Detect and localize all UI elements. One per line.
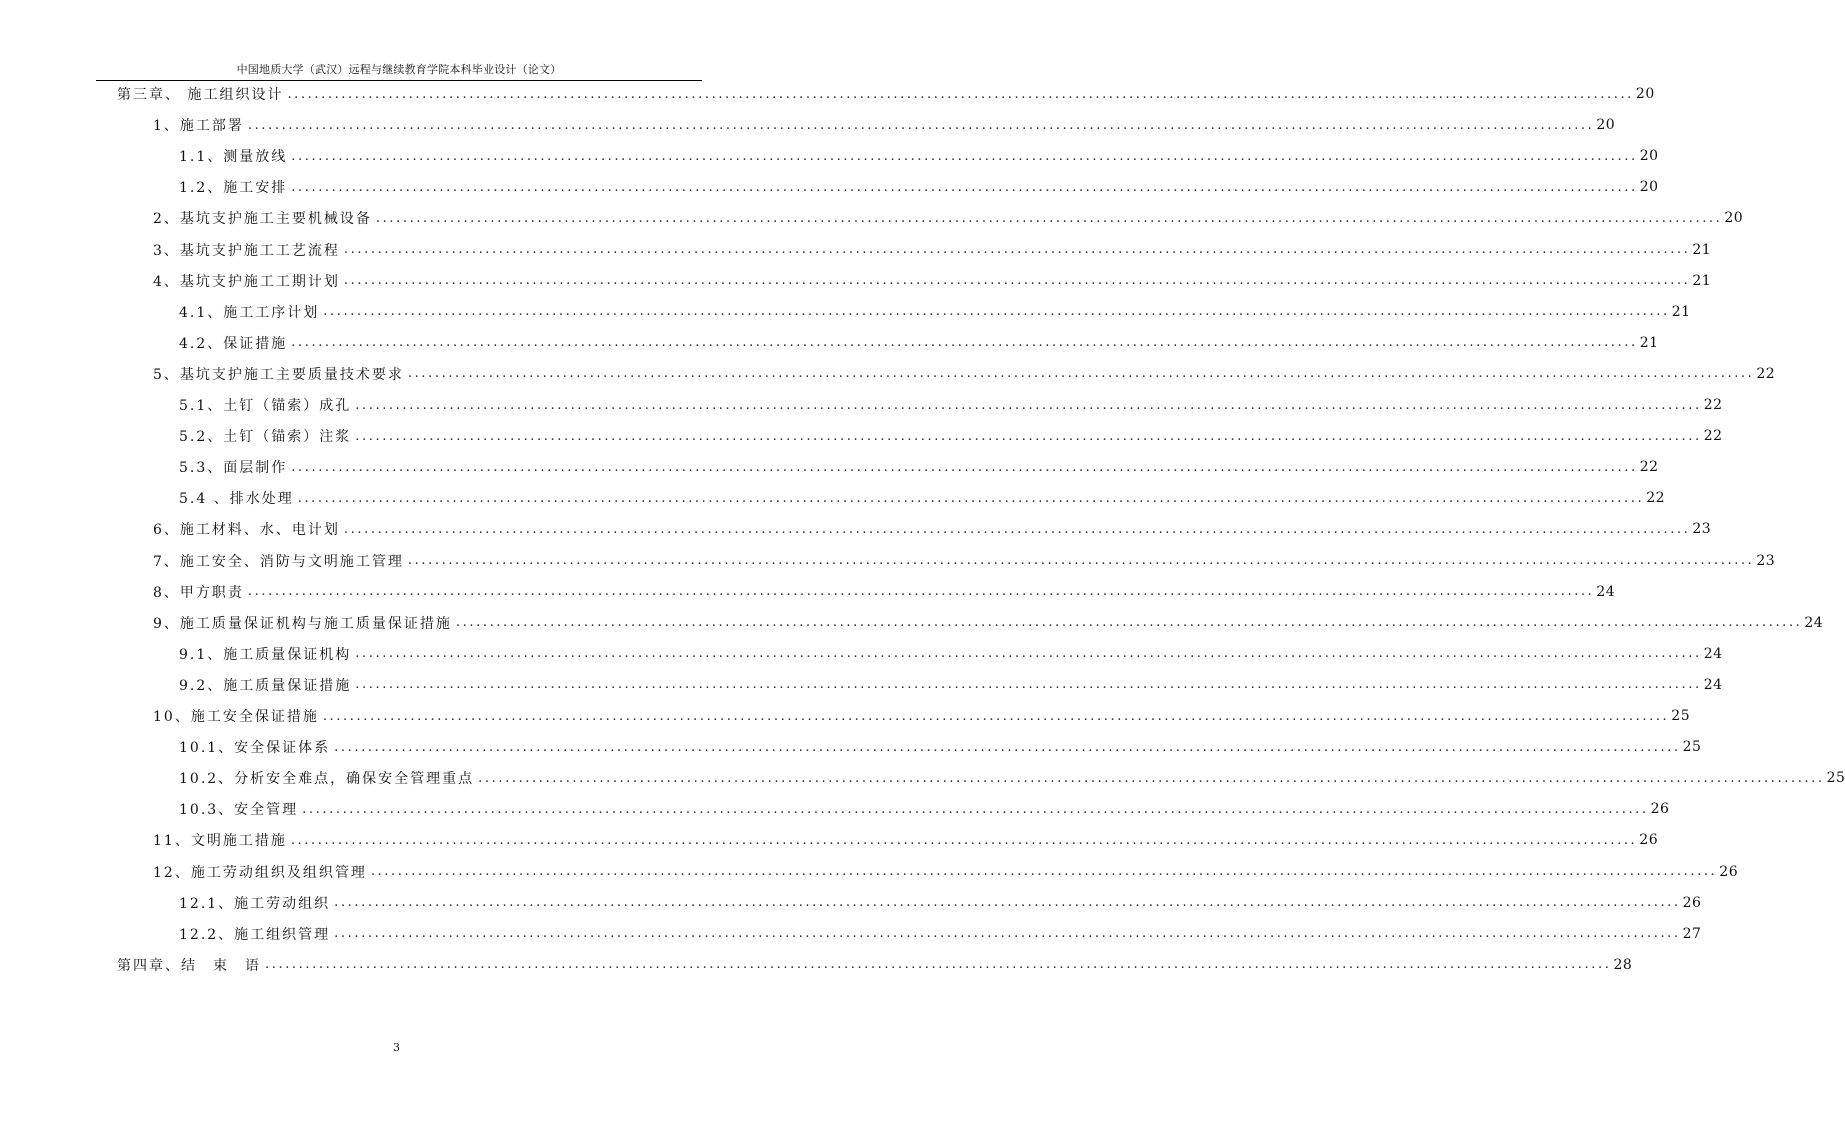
toc-leader-dots: ........................................................................................................................................................................................................ (297, 490, 1645, 506)
toc-entry[interactable] (179, 331, 1659, 355)
toc-entry[interactable] (179, 486, 1666, 510)
toc-leader-dots: ........................................................................................................................................................................................................ (334, 739, 1681, 755)
toc-leader-dots: ........................................................................................................................................................................................................ (343, 521, 1691, 537)
toc-entry-page: 24 (1703, 645, 1723, 662)
toc-entry-label: 1.2、施工安排 (179, 180, 288, 197)
toc-leader-dots: ........................................................................................................................................................................................................ (291, 335, 1638, 351)
toc-entry[interactable] (179, 673, 1723, 697)
toc-entry[interactable] (179, 144, 1659, 168)
toc-leader-dots: ........................................................................................................................................................................................................ (302, 801, 1649, 817)
toc-leader-dots: ........................................................................................................................................................................................................ (247, 584, 1595, 600)
toc-entry[interactable] (153, 611, 1824, 635)
toc-entry-page: 20 (1724, 210, 1744, 227)
toc-leader-dots: ........................................................................................................................................................................................................ (291, 459, 1638, 475)
toc-entry-label: 10、施工安全保证措施 (153, 709, 319, 725)
toc-entry-page: 25 (1671, 708, 1691, 724)
toc-leader-dots: ........................................................................................................................................................................................................ (287, 86, 1634, 102)
toc-entry-page: 20 (1635, 86, 1655, 102)
toc-entry[interactable] (179, 766, 1845, 790)
toc-entry[interactable] (179, 797, 1670, 821)
toc-entry-label: 5、基坑支护施工主要质量技术要求 (153, 366, 404, 383)
toc-entry-label: 9、施工质量保证机构与施工质量保证措施 (153, 615, 452, 632)
toc-entry-label: 11、文明施工措施 (153, 833, 287, 850)
toc-entry-label: 4.1、施工工序计划 (179, 304, 320, 321)
toc-entry-page: 22 (1646, 490, 1666, 507)
toc-entry[interactable] (179, 455, 1659, 479)
toc-entry-label: 4、基坑支护施工工期计划 (153, 273, 340, 290)
toc-entry[interactable] (179, 393, 1723, 417)
toc-entry[interactable] (179, 735, 1702, 759)
toc-entry[interactable] (117, 82, 1655, 106)
toc-entry-page: 20 (1639, 148, 1659, 165)
toc-entry-page: 21 (1692, 272, 1712, 289)
toc-leader-dots: ........................................................................................................................................................................................................ (265, 957, 1612, 973)
toc-entry-label: 第四章、结 束 语 (117, 957, 261, 974)
toc-leader-dots: ........................................................................................................................................................................................................ (334, 895, 1681, 911)
toc-entry-page: 22 (1756, 365, 1776, 382)
toc-leader-dots: ........................................................................................................................................................................................................ (355, 646, 1702, 662)
toc-entry[interactable] (179, 642, 1723, 666)
toc-entry-page: 27 (1682, 925, 1702, 942)
toc-entry-page: 23 (1692, 521, 1712, 538)
toc-leader-dots: ........................................................................................................................................................................................................ (407, 553, 1755, 568)
toc-leader-dots: ........................................................................................................................................................................................................ (355, 428, 1702, 444)
toc-entry-label: 5.3、面层制作 (179, 460, 288, 477)
toc-entry[interactable] (179, 175, 1659, 199)
toc-entry[interactable] (153, 860, 1739, 884)
toc-entry-label: 5.4 、排水处理 (179, 491, 294, 508)
toc-entry[interactable] (179, 922, 1702, 946)
toc-entry[interactable] (153, 113, 1616, 137)
toc-entry[interactable] (179, 891, 1702, 915)
toc-entry-page: 26 (1682, 894, 1702, 911)
toc-entry-page: 20 (1639, 179, 1659, 196)
toc-entry-page: 22 (1703, 397, 1723, 413)
toc-entry-label: 第三章、 施工组织设计 (117, 87, 284, 103)
toc-leader-dots: ........................................................................................................................................................................................................ (291, 148, 1638, 164)
toc-entry-label: 10.1、安全保证体系 (179, 740, 331, 757)
toc-leader-dots: ........................................................................................................................................................................................................ (291, 179, 1638, 195)
toc-entry-page: 26 (1719, 863, 1739, 880)
header-rule (96, 80, 702, 81)
toc-leader-dots: ........................................................................................................................................................................................................ (343, 273, 1691, 289)
toc-entry[interactable] (153, 206, 1744, 230)
toc-leader-dots: ........................................................................................................................................................................................................ (407, 366, 1755, 382)
toc-entry-page: 21 (1639, 334, 1659, 351)
toc-entry-label: 8、甲方职责 (153, 584, 244, 601)
toc-leader-dots: ........................................................................................................................................................................................................ (355, 677, 1702, 693)
toc-entry[interactable] (153, 269, 1712, 293)
toc-leader-dots: ........................................................................................................................................................................................................ (375, 210, 1723, 226)
toc-entry-label: 3、基坑支护施工工艺流程 (153, 242, 340, 259)
toc-entry-page: 24 (1804, 614, 1824, 631)
toc-entry[interactable] (153, 704, 1691, 728)
toc-entry-label: 9.1、施工质量保证机构 (179, 646, 352, 663)
toc-entry-page: 26 (1639, 832, 1659, 849)
toc-entry[interactable] (153, 362, 1776, 386)
toc-leader-dots: ........................................................................................................................................................................................................ (322, 708, 1670, 724)
toc-entry-page: 22 (1639, 459, 1659, 476)
toc-entry-page: 24 (1703, 676, 1723, 693)
page-number: 3 (393, 1041, 400, 1054)
toc-leader-dots: ........................................................................................................................................................................................................ (478, 770, 1825, 786)
toc-entry-page: 20 (1596, 117, 1616, 134)
toc-entry[interactable] (179, 300, 1691, 324)
toc-leader-dots: ........................................................................................................................................................................................................ (290, 832, 1638, 848)
toc-entry-label: 5.2、土钉（锚索）注浆 (179, 429, 352, 446)
toc-entry-label: 12.1、施工劳动组织 (179, 895, 331, 912)
toc-entry-label: 2、基坑支护施工主要机械设备 (153, 211, 372, 228)
toc-leader-dots: ........................................................................................................................................................................................................ (370, 864, 1718, 879)
toc-entry[interactable] (117, 953, 1633, 977)
toc-leader-dots: ........................................................................................................................................................................................................ (455, 615, 1803, 631)
toc-leader-dots: ........................................................................................................................................................................................................ (343, 242, 1691, 257)
toc-entry-page: 25 (1682, 739, 1702, 756)
header-title: 中国地质大学（武汉）远程与继续教育学院本科毕业设计（论文） (236, 63, 562, 76)
toc-entry-page: 28 (1613, 956, 1633, 973)
toc-leader-dots: ........................................................................................................................................................................................................ (323, 304, 1670, 320)
toc-entry[interactable] (179, 424, 1723, 448)
toc-entry-label: 12.2、施工组织管理 (179, 926, 331, 943)
toc-entry-label: 9.2、施工质量保证措施 (179, 677, 352, 694)
toc-entry[interactable] (153, 580, 1616, 604)
toc-entry[interactable] (153, 238, 1712, 262)
toc-entry-page: 26 (1650, 801, 1670, 818)
toc-entry-label: 6、施工材料、水、电计划 (153, 522, 340, 539)
toc-entry-page: 24 (1596, 583, 1616, 600)
toc-entry-label: 7、施工安全、消防与文明施工管理 (153, 553, 404, 570)
toc-entry-label: 10.2、分析安全难点，确保安全管理重点 (179, 771, 475, 788)
toc-entry-label: 10.3、安全管理 (179, 802, 299, 819)
toc-leader-dots: ........................................................................................................................................................................................................ (247, 117, 1595, 133)
toc-entry-page: 21 (1692, 241, 1712, 258)
toc-entry-page: 22 (1703, 428, 1723, 445)
toc-entry[interactable] (153, 549, 1776, 573)
toc-entry-label: 12、施工劳动组织及组织管理 (153, 864, 367, 881)
toc-entry-page: 21 (1671, 303, 1691, 320)
toc-entry-page: 25 (1826, 770, 1845, 787)
toc-entry-label: 4.2、保证措施 (179, 335, 288, 352)
toc-entry-label: 1、施工部署 (153, 118, 244, 135)
toc-entry[interactable] (153, 828, 1659, 852)
toc-leader-dots: ........................................................................................................................................................................................................ (355, 397, 1702, 413)
toc-entry[interactable] (153, 517, 1712, 541)
toc-entry-label: 1.1、测量放线 (179, 149, 288, 166)
toc-entry-label: 5.1、土钉（锚索）成孔 (179, 398, 352, 414)
toc-leader-dots: ........................................................................................................................................................................................................ (334, 926, 1681, 942)
toc-entry-page: 23 (1756, 552, 1776, 569)
